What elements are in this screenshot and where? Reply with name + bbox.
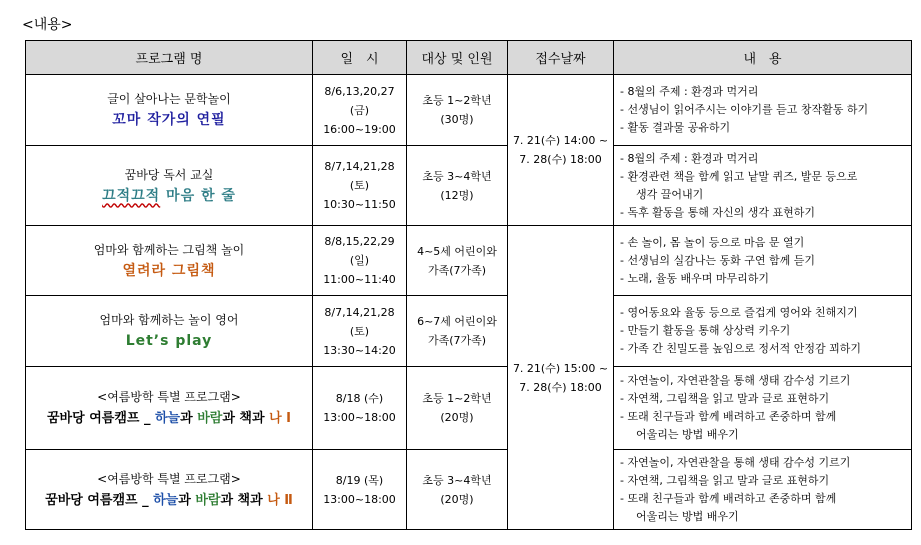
program-title: 꿈바당 독서 교실: [124, 167, 214, 182]
target-group: 초등 1~2학년: [422, 94, 492, 107]
content-item: - 가족 간 친밀도를 높임으로 정서적 안정감 꾀하기: [620, 342, 861, 355]
program-subtitle: [30, 408, 308, 429]
target-cell: [407, 367, 508, 450]
time: 11:00~11:40: [323, 273, 396, 286]
content-item: - 노래, 율동 배우며 마무리하기: [620, 271, 769, 285]
camp-part: 나 Ⅱ: [267, 492, 293, 508]
table-header-row: [26, 41, 912, 75]
target-cell: [407, 226, 508, 296]
header-program-name: 프로그램 명: [26, 41, 313, 75]
time: 13:00~18:00: [323, 492, 396, 506]
capacity: (30명): [440, 113, 474, 126]
dates: 8/7,14,21,28: [324, 160, 395, 173]
content-cell: [614, 367, 912, 450]
program-subtitle: 열려라 그림책: [122, 262, 216, 279]
content-item: - 자연책, 그림책을 읽고 말과 글로 표현하기: [620, 473, 830, 487]
camp-part: 과 책과: [220, 492, 268, 508]
program-subtitle-part: 끄적끄적: [102, 187, 161, 204]
table-row: [26, 146, 912, 226]
content-item: - 또래 친구들과 함께 배려하고 존중하며 함께: [620, 410, 837, 423]
camp-part: 나 Ⅰ: [269, 411, 291, 426]
camp-part: 과 책과: [222, 411, 270, 426]
section-heading: <내용>: [22, 17, 73, 33]
program-title: 엄마와 함께하는 그림책 놀이: [93, 242, 245, 257]
capacity: (20명): [440, 411, 474, 424]
camp-part: 꿈바당 여름캠프 _: [45, 492, 154, 508]
camp-part: 꿈바당 여름캠프 _: [47, 411, 155, 426]
content-item: - 영어동요와 율동 등으로 즐겁게 영어와 친해지기: [620, 306, 858, 319]
target-group: 6~7세 어린이와: [417, 315, 497, 328]
content-item: - 8월의 주제 : 환경과 먹거리: [620, 85, 759, 98]
content-item: - 자연놀이, 자연관찰을 통해 생태 감수성 기르기: [620, 374, 851, 387]
registration-period-cell: [508, 226, 614, 530]
dates: 8/18 (수): [335, 392, 384, 405]
weekday: (토): [349, 179, 370, 192]
content-cell: [614, 450, 912, 530]
datetime-cell: [313, 367, 407, 450]
content-item: - 손 놀이, 몸 놀이 등으로 마음 문 열기: [620, 235, 805, 249]
program-subtitle-part: 마음 한 줄: [160, 187, 236, 204]
program-name-cell: [26, 146, 313, 226]
datetime-cell: [313, 75, 407, 146]
content-cell: [614, 146, 912, 226]
content-cell: [614, 75, 912, 146]
header-content: 내 용: [614, 41, 912, 75]
dates: 8/6,13,20,27: [324, 84, 395, 98]
program-title: 엄마와 함께하는 놀이 영어: [99, 313, 239, 327]
program-name-cell: [26, 450, 313, 530]
camp-part: 바람: [195, 492, 221, 508]
program-subtitle: 꼬마 작가의 연필: [112, 112, 226, 128]
program-table: [25, 40, 912, 530]
target-cell: [407, 146, 508, 226]
table-row: [26, 296, 912, 367]
datetime-cell: [313, 450, 407, 530]
period-start: 7. 21(수) 15:00 ~: [512, 361, 609, 375]
capacity: 가족(7가족): [427, 334, 487, 347]
camp-part: 하늘: [154, 411, 181, 426]
content-item: - 환경관련 책을 함께 읽고 낱말 퀴즈, 발문 등으로: [620, 169, 858, 183]
table-row: [26, 367, 912, 450]
content-item: - 자연놀이, 자연관찰을 통해 생태 감수성 기르기: [620, 455, 851, 469]
dates: 8/8,15,22,29: [324, 235, 395, 248]
program-subtitle: [30, 490, 308, 511]
time: 10:30~11:50: [323, 198, 396, 211]
program-title: 글이 살아나는 문학놀이: [107, 92, 231, 106]
target-group: 초등 3~4학년: [422, 169, 492, 183]
program-subtitle: Let’s play: [125, 333, 213, 349]
weekday: (토): [349, 324, 370, 338]
target-group: 초등 1~2학년: [422, 392, 492, 405]
dates: 8/19 (목): [335, 473, 384, 487]
capacity: (12명): [440, 188, 474, 202]
content-item: - 선생님의 실감나는 동화 구연 함께 듣기: [620, 253, 815, 267]
content-item: - 활동 결과물 공유하기: [620, 121, 731, 134]
program-title: <여름방학 특별 프로그램>: [97, 471, 241, 486]
table-row: [26, 226, 912, 296]
datetime-cell: [313, 146, 407, 226]
datetime-cell: [313, 296, 407, 367]
program-subtitle: [30, 186, 308, 207]
registration-period-cell: [508, 75, 614, 226]
capacity: (20명): [440, 492, 474, 506]
target-cell: [407, 75, 508, 146]
target-cell: [407, 296, 508, 367]
camp-part: 과: [178, 492, 196, 508]
capacity: 가족(7가족): [427, 263, 487, 277]
period-start: 7. 21(수) 14:00 ~: [512, 134, 609, 147]
program-name-cell: [26, 367, 313, 450]
content-item: 어울리는 방법 배우기: [636, 509, 739, 523]
table-row: [26, 75, 912, 146]
target-cell: [407, 450, 508, 530]
content-item: - 만들기 활동을 통해 상상력 키우기: [620, 324, 791, 337]
time: 16:00~19:00: [323, 122, 396, 136]
target-group: 초등 3~4학년: [422, 473, 492, 487]
content-item: - 8월의 주제 : 환경과 먹거리: [620, 151, 759, 165]
dates: 8/7,14,21,28: [324, 305, 395, 319]
header-registration: 접수날짜: [508, 41, 614, 75]
program-title: <여름방학 특별 프로그램>: [97, 390, 241, 404]
target-group: 4~5세 어린이와: [417, 244, 497, 258]
content-item: - 선생님이 읽어주시는 이야기를 듣고 창작활동 하기: [620, 103, 869, 116]
datetime-cell: [313, 226, 407, 296]
header-target: 대상 및 인원: [407, 41, 508, 75]
program-name-cell: [26, 226, 313, 296]
content-cell: [614, 296, 912, 367]
weekday: (금): [349, 103, 370, 117]
camp-part: 과: [180, 411, 198, 426]
period-end: 7. 28(수) 18:00: [519, 380, 602, 394]
time: 13:00~18:00: [323, 411, 396, 424]
content-item: - 독후 활동을 통해 자신의 생각 표현하기: [620, 205, 815, 219]
camp-part: 하늘: [153, 492, 179, 508]
content-cell: [614, 226, 912, 296]
table-row: [26, 450, 912, 530]
program-name-cell: [26, 296, 313, 367]
program-name-cell: [26, 75, 313, 146]
header-datetime: 일 시: [313, 41, 407, 75]
content-item: - 자연책, 그림책을 읽고 말과 글로 표현하기: [620, 392, 830, 405]
weekday: (일): [349, 254, 370, 267]
period-end: 7. 28(수) 18:00: [519, 153, 602, 166]
content-item: 어울리는 방법 배우기: [636, 428, 739, 441]
camp-part: 바람: [197, 411, 223, 426]
content-item: - 또래 친구들과 함께 배려하고 존중하며 함께: [620, 491, 837, 505]
time: 13:30~14:20: [323, 343, 396, 357]
content-item: 생각 끌어내기: [636, 187, 704, 201]
